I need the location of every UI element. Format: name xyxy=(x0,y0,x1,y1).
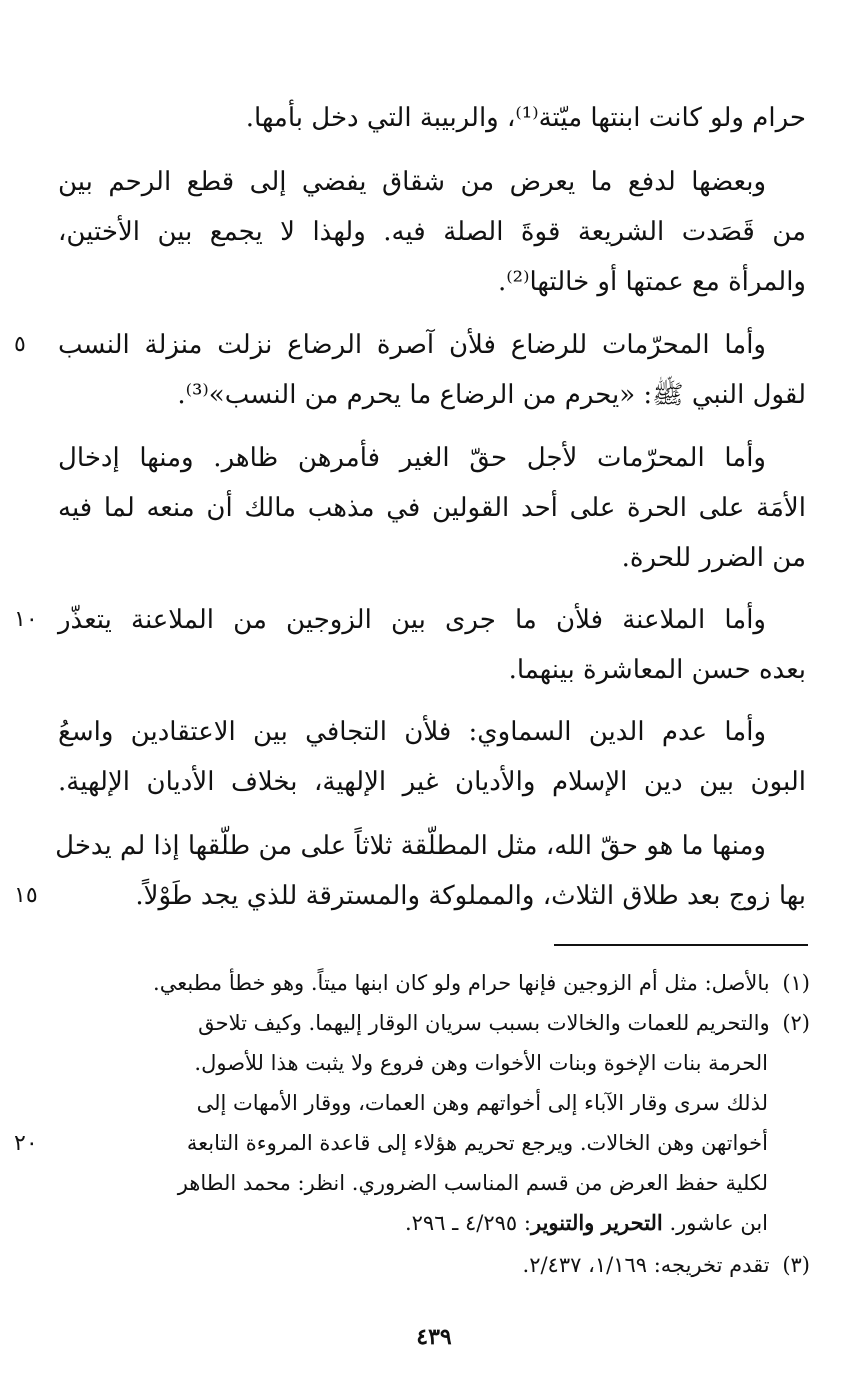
body-line-10: وأما الملاعنة فلأن ما جرى بين الزوجين من الملاعنة يتعذّر xyxy=(58,605,766,635)
body-line-4: والمرأة مع عمتها أو خالتها⁽²⁾. xyxy=(498,267,806,297)
body-line-15: بها زوج بعد طلاق الثلاث، والمملوكة والمسترقة للذي يجد طَوْلاً. xyxy=(135,881,806,911)
line-number-5: ٥ xyxy=(14,332,26,357)
footnote-3-number: (٣) xyxy=(782,1253,810,1277)
body-line-8: الأمَة على الحرة على أحد القولين في مذهب مالك أن منعه لما فيه xyxy=(58,493,806,523)
line-number-10: ١٠ xyxy=(14,607,38,632)
footnote-1 xyxy=(60,966,810,1000)
line-number-20: ٢٠ xyxy=(14,1131,38,1156)
body-line-1: حرام ولو كانت ابنتها ميّتة⁽¹⁾، والربيبة التي دخل بأمها. xyxy=(245,103,806,133)
body-line-9: من الضرر للحرة. xyxy=(621,543,806,573)
footnote-1-number: (١) xyxy=(782,971,810,995)
footnote-3-text: تقدم تخريجه: ١/١٦٩، ٢/٤٣٧. xyxy=(522,1253,770,1277)
line-number-15: ١٥ xyxy=(14,883,38,908)
body-line-11: بعده حسن المعاشرة بينهما. xyxy=(508,655,806,685)
footnote-2-line-3: لذلك سرى وقار الآباء إلى أخواتهم وهن العمات، ووقار الأمهات إلى xyxy=(196,1091,768,1115)
body-line-14: ومنها ما هو حقّ الله، مثل المطلّقة ثلاثاً على من طلّقها إذا لم يدخل xyxy=(55,831,766,861)
footnote-2-line-6 xyxy=(60,1206,768,1240)
footnote-3 xyxy=(60,1248,810,1282)
body-line-13: البون بين دين الإسلام والأديان غير الإلهية، بخلاف الأديان الإلهية. xyxy=(58,767,806,797)
page-number: ٤٣٩ xyxy=(416,1324,452,1350)
footnote-2-line-1 xyxy=(60,1006,810,1040)
body-line-6: لقول النبي ﷺ: «يحرم من الرضاع ما يحرم من النسب»⁽³⁾. xyxy=(177,380,806,410)
body-line-2: وبعضها لدفع ما يعرض من شقاق يفضي إلى قطع الرحم بين xyxy=(58,167,766,197)
footnote-2-line-4: أخواتهن وهن الخالات. ويرجع تحريم هؤلاء إلى قاعدة المروءة التابعة xyxy=(186,1131,768,1155)
footnote-2-book-title: التحرير والتنوير xyxy=(530,1210,663,1235)
footnote-2-number: (٢) xyxy=(782,1011,810,1035)
footnote-2-pages: : ٤/٢٩٥ ـ ٢٩٦. xyxy=(404,1211,531,1235)
body-line-7: وأما المحرّمات لأجل حقّ الغير فأمرهن ظاهر. ومنها إدخال xyxy=(58,443,766,473)
footnote-separator xyxy=(554,944,808,946)
footnote-2-text-1: والتحريم للعمات والخالات بسبب سريان الوقار إليهما. وكيف تلاحق xyxy=(198,1011,770,1035)
footnote-2-line-5: لكلية حفظ العرض من قسم المناسب الضروري. انظر: محمد الطاهر xyxy=(177,1171,768,1195)
body-line-5: وأما المحرّمات للرضاع فلأن آصرة الرضاع نزلت منزلة النسب xyxy=(58,330,766,360)
body-line-12: وأما عدم الدين السماوي: فلأن التجافي بين الاعتقادين واسعُ xyxy=(58,717,766,747)
footnote-2-line-2: الحرمة بنات الإخوة وبنات الأخوات وهن فروع ولا يثبت هذا للأصول. xyxy=(194,1051,768,1075)
body-line-3: من قَصَدت الشريعة قوةَ الصلة فيه. ولهذا لا يجمع بين الأختين، xyxy=(58,217,806,247)
footnote-2-author: ابن عاشور. xyxy=(669,1211,768,1235)
footnote-1-text: بالأصل: مثل أم الزوجين فإنها حرام ولو كان ابنها ميتاً. وهو خطأ مطبعي. xyxy=(153,971,770,995)
